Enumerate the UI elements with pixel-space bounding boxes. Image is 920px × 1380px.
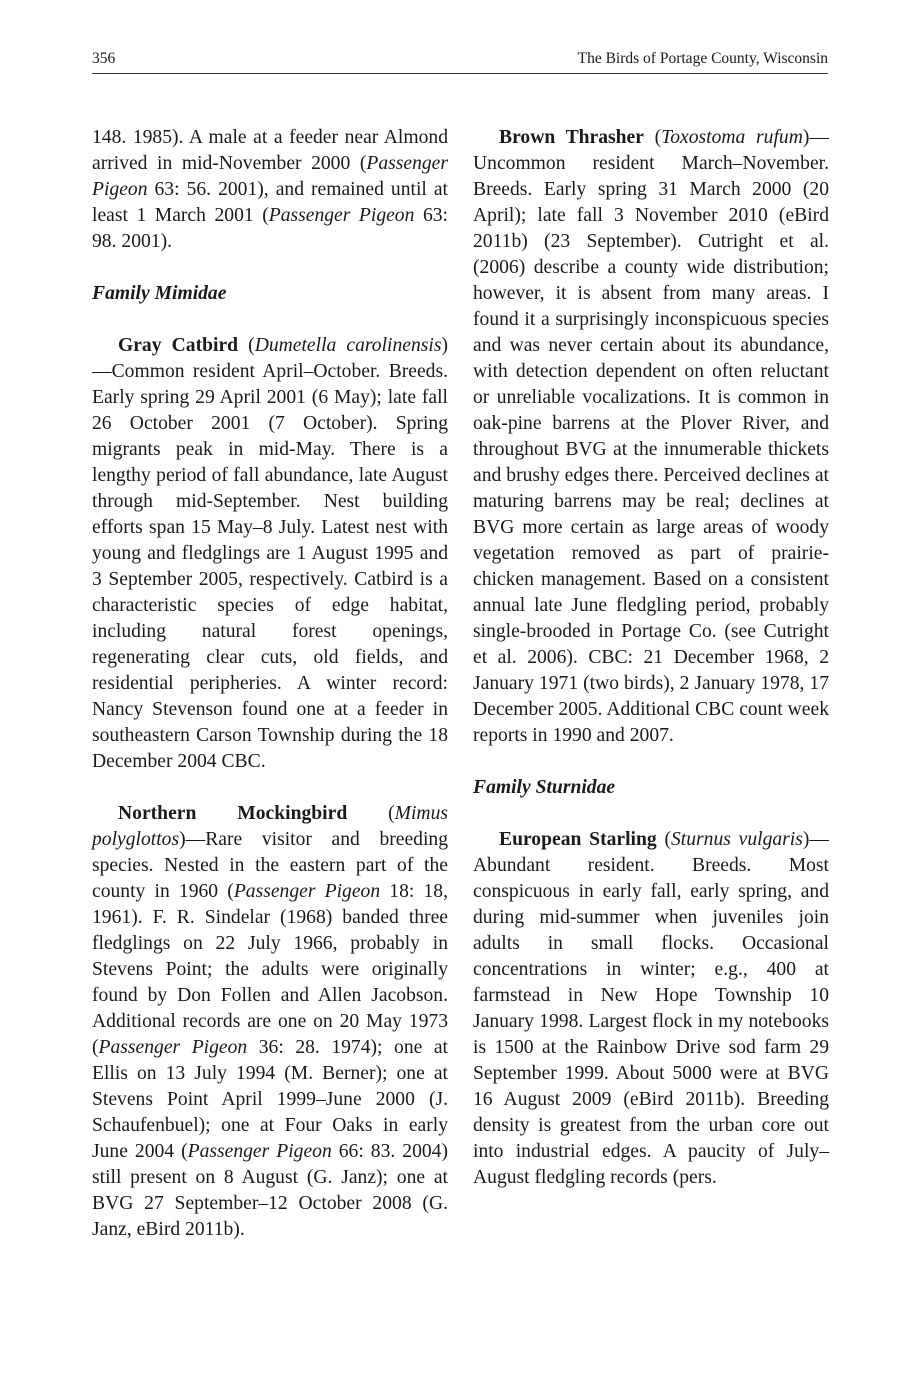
scientific-name: Sturnus vulgaris	[670, 829, 803, 850]
species-account-northern-mockingbird: Northern Mockingbird (Mimus polyglottos)—Rare visitor and breeding species. Nested in the eastern part of the county in 1960 (Passenger Pigeon 18: 18, 1961). F. R. Sindelar (1968) banded three fledglings on 22 July 1966, probably in Stevens Point; the adults were originally found by Don Follen and Allen Jacobson. Additional records are one on 20 May 1973 (Passenger Pigeon 36: 28. 1974); one at Ellis on 13 July 1994 (M. Berner); one at Stevens Point April 1999–June 2000 (J. Schaufenbuel); one at Four Oaks in early June 2004 (Passenger Pigeon 66: 83. 2004) still present on 8 August (G. Janz); one at BVG 27 September–12 October 2008 (G. Janz, eBird 2011b).	[92, 803, 449, 1240]
scientific-name: Toxostoma rufum	[661, 127, 803, 148]
species-text: )—Abundant resident. Breeds. Most conspicuous in early fall, early spring, and during mid-summer when juveniles join adults in small flocks. Occasional concentrations in winter; e.g., 400 at farmstead in New Hope Township 10 January 1998. Largest flock in my notebooks is 1500 at the Rainbow Drive sod farm 29 September 1999. About 5000 were at BVG 16 August 2009 (eBird 2011b). Breeding density is greatest from the urban core out into industrial edges. A paucity of July–August fledgling records (pers.	[473, 829, 829, 1188]
running-header	[92, 50, 828, 68]
species-name: Gray Catbird	[118, 335, 239, 356]
species-text: )—Common resident April–October. Breeds. Early spring 29 April 2001 (6 May); late fall 26 October 2001 (7 October). Spring migrants peak in mid-May. There is a lengthy period of fall abundance, late August through mid-September. Nest building efforts span 15 May–8 July. Latest nest with young and fledglings are 1 August 1995 and 3 September 2005, respectively. Catbird is a characteristic species of edge habitat, including natural forest openings, regenerating clear cuts, old fields, and residential peripheries. A winter record: Nancy Stevenson found one at a feeder in southeastern Carson Township during the 18 December 2004 CBC.	[92, 335, 448, 772]
journal-title: Passenger Pigeon	[98, 1037, 248, 1058]
species-account-european-starling: European Starling (Sturnus vulgaris)—Abundant resident. Breeds. Most conspicuous in early fall, early spring, and during mid-summer when juveniles join adults in small flocks. Occasional concentrations in winter; e.g., 400 at farmstead in New Hope Township 10 January 1998. Largest flock in my notebooks is 1500 at the Rainbow Drive sod farm 29 September 1999. About 5000 were at BVG 16 August 2009 (eBird 2011b). Breeding density is greatest from the urban core out into industrial edges. A paucity of July–August fledgling records (pers.	[473, 829, 829, 1188]
species-name: Brown Thrasher	[499, 127, 644, 148]
journal-title: Passenger Pigeon	[268, 205, 415, 226]
right-column	[473, 125, 829, 1191]
scientific-name: Mimus polyglottos	[92, 803, 448, 850]
species-text: )—Uncommon resident March–November. Breeds. Early spring 31 March 2000 (20 April); late fall 3 November 2010 (eBird 2011b) (23 September). Cutright et al. (2006) describe a county wide distribution; however, it is absent from many areas. I found it a surprisingly inconspicuous species and was never certain about its abundance, with detection dependent on often reluctant or unreliable vocalizations. It is common in oak-pine barrens at the Plover River, and throughout BVG at the innumerable thickets and brushy edges there. Perceived declines at maturing barrens may be real; declines at BVG more certain as large areas of woody vegetation removed as part of prairie-chicken management. Based on a consistent annual late June fledgling period, probably single-brooded in Portage Co. (see Cutright et al. 2006). CBC: 21 December 1968, 2 January 1971 (two birds), 2 January 1978, 17 December 2005. Additional CBC count week reports in 1990 and 2007.	[473, 127, 829, 746]
species-name: Northern Mockingbird	[118, 803, 348, 824]
species-account-brown-thrasher: Brown Thrasher (Toxostoma rufum)—Uncommon resident March–November. Breeds. Early spring 31 March 2000 (20 April); late fall 3 November 2010 (eBird 2011b) (23 September). Cutright et al. (2006) describe a county wide distribution; however, it is absent from many areas. I found it a surprisingly inconspicuous species and was never certain about its abundance, with detection dependent on often reluctant or unreliable vocalizations. It is common in oak-pine barrens at the Plover River, and throughout BVG at the innumerable thickets and brushy edges there. Perceived declines at maturing barrens may be real; declines at BVG more certain as large areas of woody vegetation removed as part of prairie-chicken management. Based on a consistent annual late June fledgling period, probably single-brooded in Portage Co. (see Cutright et al. 2006). CBC: 21 December 1968, 2 January 1971 (two birds), 2 January 1978, 17 December 2005. Additional CBC count week reports in 1990 and 2007.	[473, 127, 829, 746]
species-account-gray-catbird: Gray Catbird (Dumetella carolinensis)—Common resident April–October. Breeds. Early spring 29 April 2001 (6 May); late fall 26 October 2001 (7 October). Spring migrants peak in mid-May. There is a lengthy period of fall abundance, late August through mid-September. Nest building efforts span 15 May–8 July. Latest nest with young and fledglings are 1 August 1995 and 3 September 2005, respectively. Catbird is a characteristic species of edge habitat, including natural forest openings, regenerating clear cuts, old fields, and residential peripheries. A winter record: Nancy Stevenson found one at a feeder in southeastern Carson Township during the 18 December 2004 CBC.	[92, 335, 448, 772]
running-title: The Birds of Portage County, Wisconsin	[577, 50, 828, 67]
species-name: European Starling	[499, 829, 657, 850]
continued-paragraph: 148. 1985). A male at a feeder near Almond arrived in mid-November 2000 (Passenger Pigeon 63: 56. 2001), and remained until at least 1 March 2001 (Passenger Pigeon 63: 98. 2001).	[92, 127, 448, 252]
family-heading-sturnidae: Family Sturnidae	[473, 777, 616, 798]
header-rule	[92, 73, 828, 74]
journal-title: Passenger Pigeon	[187, 1141, 332, 1162]
page-number: 356	[92, 50, 116, 67]
family-heading-mimidae: Family Mimidae	[92, 283, 227, 304]
left-column	[92, 125, 448, 1243]
scientific-name: Dumetella carolinensis	[254, 335, 442, 356]
journal-title: Passenger Pigeon	[92, 153, 448, 200]
journal-title: Passenger Pigeon	[233, 881, 381, 902]
